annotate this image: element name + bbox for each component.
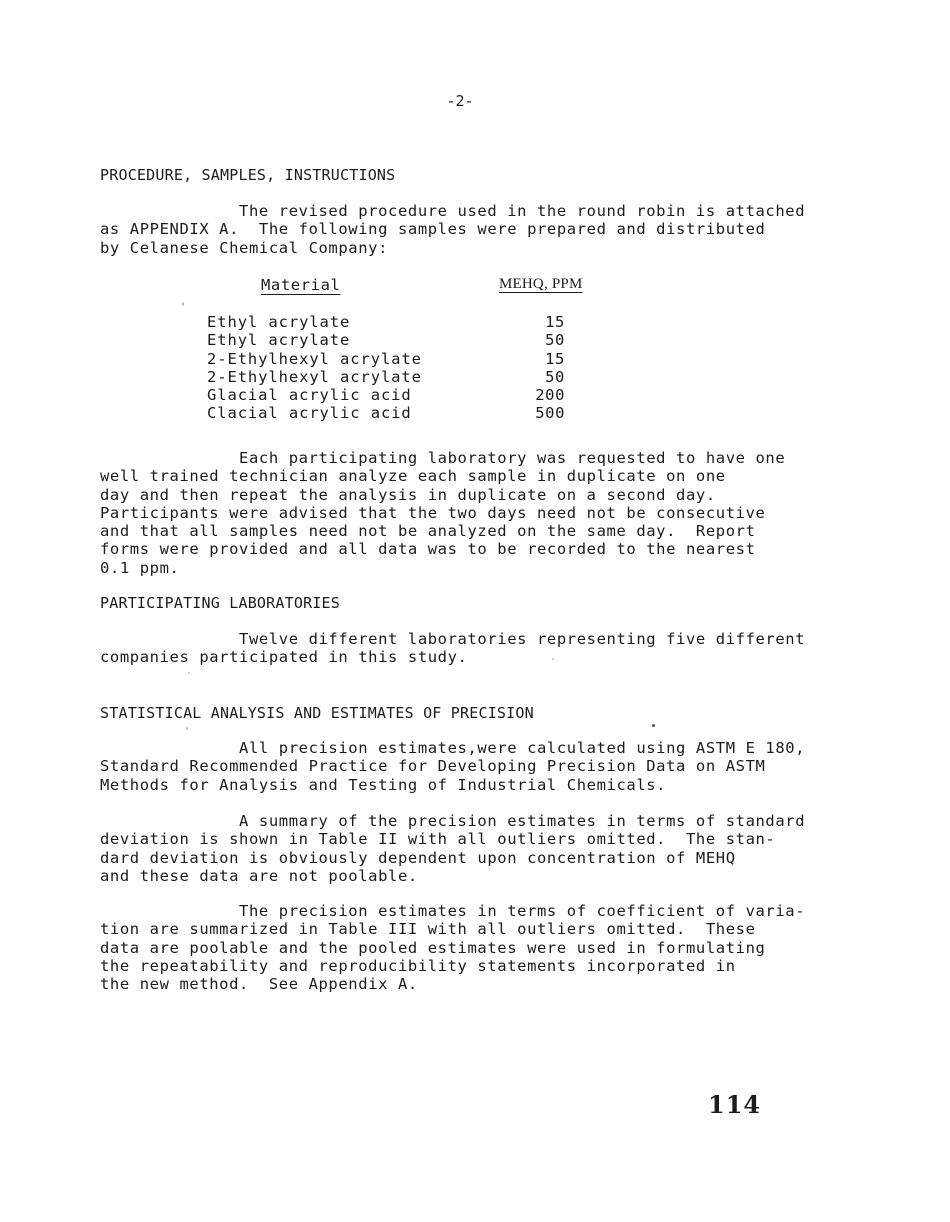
text-line: companies participated in this study. bbox=[100, 648, 468, 667]
text-line: and these data are not poolable. bbox=[100, 866, 418, 885]
text-line: data are poolable and the pooled estimates were used in formulating bbox=[100, 938, 766, 957]
text-line: day and then repeat the analysis in duplicate on a second day. bbox=[100, 485, 716, 504]
material-cell: Glacial acrylic acid bbox=[207, 386, 412, 405]
mehq-cell: 50 bbox=[545, 331, 565, 350]
text-line: and that all samples need not be analyzed on the same day. Report bbox=[100, 522, 756, 541]
text-line: the new method. See Appendix A. bbox=[100, 975, 418, 994]
text-line: Standard Recommended Practice for Developing Precision Data on ASTM bbox=[100, 757, 766, 776]
material-cell: 2-Ethylhexyl acrylate bbox=[207, 367, 422, 386]
text-line: A summary of the precision estimates in terms of standard bbox=[100, 812, 806, 830]
mehq-column-header: MEHQ, PPM bbox=[499, 276, 583, 292]
material-cell: 2-Ethylhexyl acrylate bbox=[207, 349, 422, 368]
material-column-header: Material bbox=[261, 276, 341, 294]
text-line: 0.1 ppm. bbox=[100, 558, 180, 577]
scan-speck bbox=[182, 302, 184, 306]
laboratories-paragraph bbox=[100, 630, 840, 667]
mehq-cell: 50 bbox=[545, 367, 565, 386]
material-cell: Ethyl acrylate bbox=[207, 313, 351, 331]
text-line: tion are summarized in Table III with all outliers omitted. These bbox=[100, 920, 756, 939]
stamp-number: 114 bbox=[708, 1090, 762, 1119]
table-row bbox=[207, 404, 607, 422]
text-line: as APPENDIX A. The following samples were prepared and distributed bbox=[100, 220, 766, 239]
text-line: deviation is shown in Table II with all outliers omitted. The stan- bbox=[100, 830, 776, 849]
scan-speck bbox=[186, 727, 188, 730]
scan-speck bbox=[652, 724, 655, 727]
text-line: by Celanese Chemical Company: bbox=[100, 238, 389, 257]
scan-speck bbox=[552, 658, 554, 660]
text-line: Methods for Analysis and Testing of Industrial Chemicals. bbox=[100, 775, 667, 794]
table-row bbox=[207, 368, 607, 386]
text-line: the repeatability and reproducibility statements incorporated in bbox=[100, 956, 736, 975]
text-line: All precision estimates,were calculated using ASTM E 180, bbox=[100, 739, 806, 757]
text-line: Each participating laboratory was requested to have one bbox=[100, 449, 786, 467]
text-line: well trained technician analyze each sample in duplicate on one bbox=[100, 467, 726, 486]
statistics-paragraph-2 bbox=[100, 812, 840, 885]
laboratories-heading: PARTICIPATING LABORATORIES bbox=[100, 594, 340, 612]
material-cell: Clacial acrylic acid bbox=[207, 404, 412, 423]
text-line: Twelve different laboratories representing five different bbox=[100, 630, 806, 648]
statistics-heading: STATISTICAL ANALYSIS AND ESTIMATES OF PRECISION bbox=[100, 704, 534, 722]
mehq-cell: 200 bbox=[535, 386, 565, 405]
procedure-intro-paragraph bbox=[100, 202, 840, 257]
procedure-instructions-paragraph bbox=[100, 449, 840, 577]
statistics-paragraph-1 bbox=[100, 739, 840, 794]
mehq-cell: 500 bbox=[535, 404, 565, 423]
text-line: The revised procedure used in the round robin is attached bbox=[100, 202, 806, 220]
procedure-heading: PROCEDURE, SAMPLES, INSTRUCTIONS bbox=[100, 166, 396, 184]
table-row bbox=[207, 350, 607, 368]
table-row bbox=[207, 313, 607, 331]
text-line: dard deviation is obviously dependent upon concentration of MEHQ bbox=[100, 848, 736, 867]
mehq-cell: 15 bbox=[545, 349, 565, 368]
text-line: Participants were advised that the two days need not be consecutive bbox=[100, 503, 766, 522]
table-row bbox=[207, 331, 607, 349]
text-line: The precision estimates in terms of coefficient of varia- bbox=[100, 902, 806, 920]
page-number: -2- bbox=[446, 92, 474, 110]
samples-table-body bbox=[207, 313, 607, 423]
mehq-cell: 15 bbox=[545, 313, 565, 331]
material-cell: Ethyl acrylate bbox=[207, 331, 351, 350]
table-row bbox=[207, 386, 607, 404]
scan-speck bbox=[188, 672, 190, 674]
text-line: forms were provided and all data was to be recorded to the nearest bbox=[100, 540, 756, 559]
statistics-paragraph-3 bbox=[100, 902, 840, 993]
